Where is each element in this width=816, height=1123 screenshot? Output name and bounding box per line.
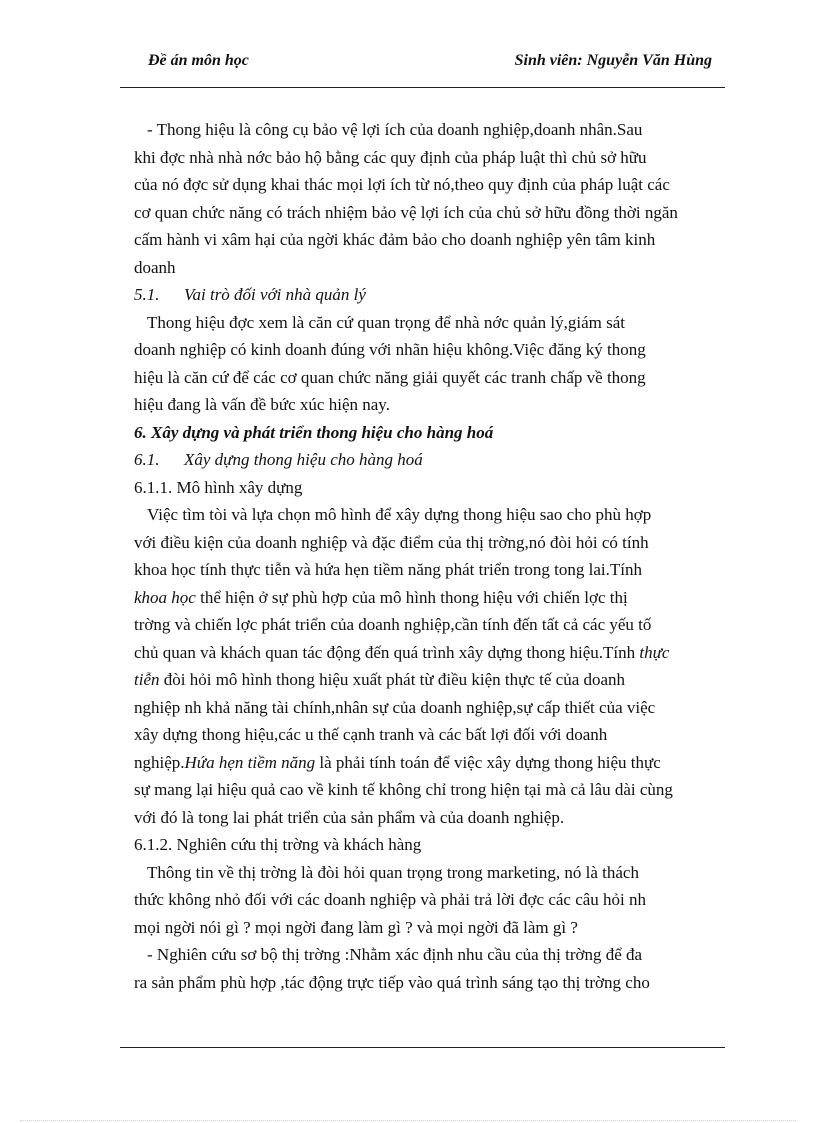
- section-heading-5-1: [134, 281, 714, 309]
- text-line: với đó là tong lai phát triển của sản phẩm và của doanh nghiệp.: [134, 807, 565, 827]
- section-title: Vai trò đối với nhà quản lý: [184, 285, 366, 304]
- text-line: sự mang lại hiệu quả cao về kinh tế không chỉ trong hiện tại mà cả lâu dài cùng: [134, 780, 673, 799]
- section-number: 6.1.: [134, 450, 160, 469]
- text-line: doanh nghiệp có kinh doanh đúng với nhãn hiệu không.Việc đăng ký thong: [134, 340, 646, 359]
- header-rule: [120, 87, 725, 88]
- header-student: Sinh viên: Nguyễn Văn Hùng: [514, 52, 712, 69]
- text-line: của nó đợc sử dụng khai thác mọi lợi ích từ nó,theo quy định của pháp luật các: [134, 175, 670, 194]
- page-edge-divider: [20, 1120, 796, 1121]
- text-line: mọi ngời nói gì ? mọi ngời đang làm gì ? và mọi ngời đã làm gì ?: [134, 917, 578, 937]
- text-line: [134, 749, 714, 777]
- text-run: là phải tính toán để việc xây dựng thong hiệu thực: [315, 752, 661, 772]
- text-line: cấm hành vi xâm hại của ngời khác đảm bảo cho doanh nghiệp yên tâm kinh: [134, 230, 656, 249]
- text-run: thể hiện ở sự phù hợp của mô hình thong hiệu với chiến lợc thị: [195, 587, 628, 607]
- page-body: [134, 116, 714, 996]
- italic-term: tiễn: [134, 670, 160, 689]
- text-line: cơ quan chức năng có trách nhiệm bảo vệ lợi ích của chủ sở hữu đồng thời ngăn: [134, 202, 678, 222]
- text-line: [134, 639, 714, 667]
- section-heading-6: 6. Xây dựng và phát triển thong hiệu cho hàng hoá: [134, 422, 494, 442]
- text-line: khi đợc nhà nhà nớc bảo hộ bằng các quy định của pháp luật thì chủ sở hữu: [134, 147, 647, 167]
- section-heading-6-1-1: 6.1.1. Mô hình xây dựng: [134, 477, 303, 497]
- italic-term: khoa học: [134, 587, 196, 607]
- text-line: doanh: [134, 257, 176, 277]
- header-subject: Đề án môn học: [148, 52, 249, 69]
- text-line: Thông tin về thị trờng là đòi hỏi quan trọng trong marketing, nó là thách: [147, 862, 639, 882]
- text-line: trờng và chiến lợc phát triển của doanh nghiệp,cần tính đến tất cả các yếu tố: [134, 615, 652, 634]
- text-line: hiệu đang là vấn đề bức xúc hiện nay.: [134, 395, 390, 414]
- text-run: nghiệp.: [134, 752, 185, 772]
- text-line: - Thong hiệu là công cụ bảo vệ lợi ích của doanh nghiệp,doanh nhân.Sau: [147, 120, 643, 139]
- section-heading-6-1-2: 6.1.2. Nghiên cứu thị trờng và khách hàng: [134, 835, 422, 854]
- text-line: khoa học tính thực tiễn và hứa hẹn tiềm năng phát triển trong tong lai.Tính: [134, 560, 642, 579]
- section-title: Xây dựng thong hiệu cho hàng hoá: [184, 450, 423, 469]
- text-line: với điều kiện của doanh nghiệp và đặc điểm của thị trờng,nó đòi hỏi có tính: [134, 532, 649, 552]
- italic-term: Hứa hẹn tiềm năng: [184, 752, 316, 772]
- section-heading-6-1: [134, 446, 714, 474]
- text-line: - Nghiên cứu sơ bộ thị trờng :Nhằm xác định nhu cầu của thị trờng để đa: [147, 945, 643, 964]
- text-line: hiệu là căn cứ để các cơ quan chức năng giải quyết các tranh chấp về thong: [134, 367, 646, 387]
- text-line: thức không nhỏ đối với các doanh nghiệp và phải trả lời đợc các câu hỏi nh: [134, 890, 647, 909]
- text-line: [134, 666, 714, 694]
- text-line: ra sản phẩm phù hợp ,tác động trực tiếp vào quá trình sáng tạo thị trờng cho: [134, 972, 650, 992]
- text-line: xây dựng thong hiệu,các u thế cạnh tranh và các bất lợi đối với doanh: [134, 725, 608, 744]
- text-line: Việc tìm tòi và lựa chọn mô hình để xây dựng thong hiệu sao cho phù hợp: [147, 505, 652, 524]
- section-number: 5.1.: [134, 285, 160, 304]
- text-line: [134, 584, 714, 612]
- italic-term: thực: [639, 642, 670, 662]
- text-line: nghiệp nh khả năng tài chính,nhân sự của doanh nghiệp,sự cấp thiết của việc: [134, 697, 656, 717]
- text-run: chủ quan và khách quan tác động đến quá trình xây dựng thong hiệu.Tính: [134, 642, 640, 662]
- text-line: Thong hiệu đợc xem là căn cứ quan trọng để nhà nớc quản lý,giám sát: [147, 312, 626, 332]
- text-run: đòi hỏi mô hình thong hiệu xuất phát từ điều kiện thực tế của doanh: [159, 670, 626, 689]
- footer-rule: [120, 1047, 725, 1048]
